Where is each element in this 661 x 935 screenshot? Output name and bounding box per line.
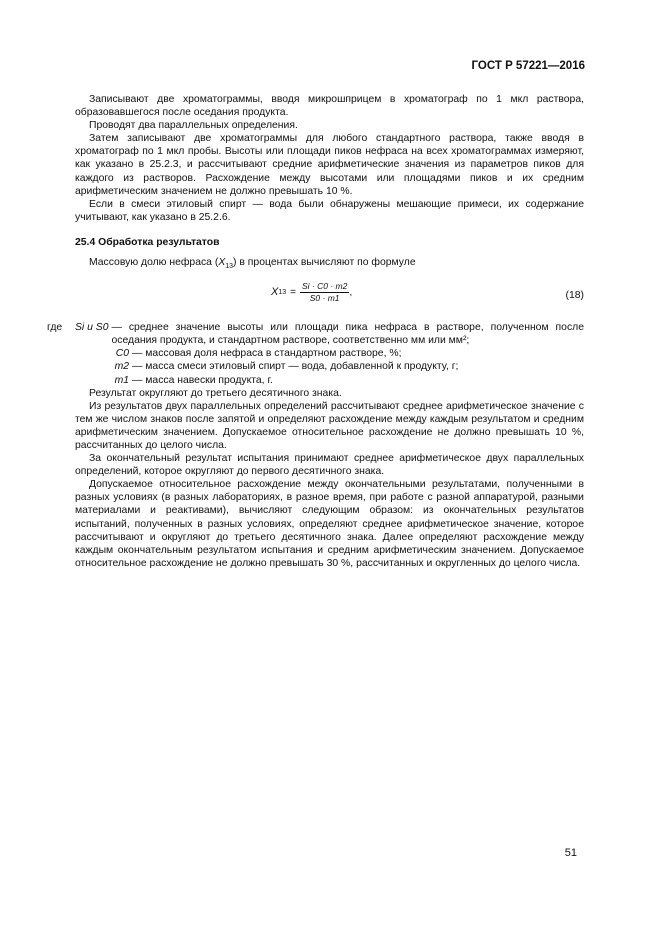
where-definition: — массовая доля нефраса в стандартном растворе, %; (132, 348, 402, 360)
where-item (47, 321, 584, 347)
formula-lhs: X (271, 286, 279, 299)
equation-number: (18) (565, 290, 584, 302)
formula-comma: , (349, 287, 353, 299)
section-title: 25.4 Обработка результатов (75, 236, 220, 248)
where-symbol: C0 (115, 348, 129, 360)
paragraph (75, 198, 584, 224)
paragraph-text: Если в смеси этиловый спирт — вода были обнаружены мешающие примеси, их содержание учитывают, как указано в 25.2.6. (75, 198, 584, 223)
document-header: ГОСТ Р 57221—2016 (471, 60, 585, 72)
paragraph (75, 93, 584, 119)
where-item (47, 347, 584, 360)
paragraph-text: Затем записывают две хроматограммы для любого стандартного раствора, также вводя в хроматограф по 1 мкл пробы. Высоты или площади пиков нефраса на всех хроматограммах измеряют, как указано в 25.2.3, и рассчитывают средние арифметические значения из параметров пиков для каждого из растворов. Расхождение между высотами или площадями пиков и их средним арифметическим значением не должно превышать 10 %. (75, 133, 584, 197)
paragraph-text: Из результатов двух параллельных определений рассчитывают среднее арифметическое значение с тем же числом знаков после запятой и определяют расхождение между каждым результатом и средним арифметическим значением. Допускаемое относительное расхождение не должно превышать 10 %, рассчитанных до целого числа. (75, 400, 584, 451)
formula-18: X 13 = $\frac{Si \cdot C0 \cdot m2}{S0 \cdot m1}$ , (18) (271, 281, 584, 304)
formula-lead (75, 256, 584, 269)
formula-denominator: S0 · m1 (309, 293, 340, 304)
paragraph-text: Результат округляют до третьего десятичного знака. (89, 387, 342, 399)
where-word: где (47, 322, 63, 334)
document-body (47, 93, 584, 570)
where-symbol: m1 (114, 374, 129, 386)
where-list (47, 321, 584, 386)
paragraph-text: Записывают две хроматограммы, вводя микрошприцем в хроматограф по 1 мкл раствора, образовавшегося после оседания продукта. (75, 94, 584, 119)
formula-equals: = (290, 287, 296, 299)
where-symbol: m2 (114, 361, 129, 373)
formula-numerator: Si · C0 · m2 (301, 281, 348, 292)
paragraph (75, 478, 584, 570)
where-definition: — масса смеси этиловый спирт — вода, добавленной к продукту, г; (132, 361, 459, 373)
where-item (47, 374, 584, 387)
formula-fraction (300, 281, 349, 304)
lead-variable: X (218, 257, 226, 269)
paragraph-text: За окончательный результат испытания принимают среднее арифметическое двух параллельных определений, которое округляют до первого десятичного знака. (75, 453, 584, 478)
lead-suffix: ) в процентах вычисляют по формуле (233, 257, 416, 269)
lead-prefix: Массовую долю нефраса ( (89, 257, 219, 269)
lead-subscript: 13 (225, 263, 234, 271)
paragraph-text: Проводят два параллельных определения. (89, 120, 298, 132)
paragraph (75, 119, 584, 132)
where-definition: — среднее значение высоты или площади пика нефраса в растворе, полученном после оседания продукта, и стандартном растворе, соответственно мм или мм²; (111, 322, 584, 347)
paragraph-text: Допускаемое относительное расхождение между окончательными результатами, полученными в разных условиях (в разных лабораториях, в разное время, при работе с разной аппаратурой, разными материалами и реактивами), вычисляют следующим образом: из окончательных результатов испытаний, полученных в разных условиях, определяют среднее арифметическое значение, которое рассчитывают и округляют до третьего десятичного знака. Далее определяют расхождение между каждым окончательным результатом испытания и средним арифметическим значением. Допускаемое относительное расхождение не должно превышать 30 %, рассчитанных и округленных до целого числа. (75, 479, 584, 569)
where-symbol: Si и S0 (75, 322, 109, 334)
paragraph (75, 387, 584, 400)
paragraph (75, 452, 584, 478)
paragraph (75, 132, 584, 197)
where-item (47, 360, 584, 373)
page-number: 51 (564, 847, 577, 859)
where-definition: — масса навески продукта, г. (132, 374, 273, 386)
paragraph (75, 400, 584, 452)
